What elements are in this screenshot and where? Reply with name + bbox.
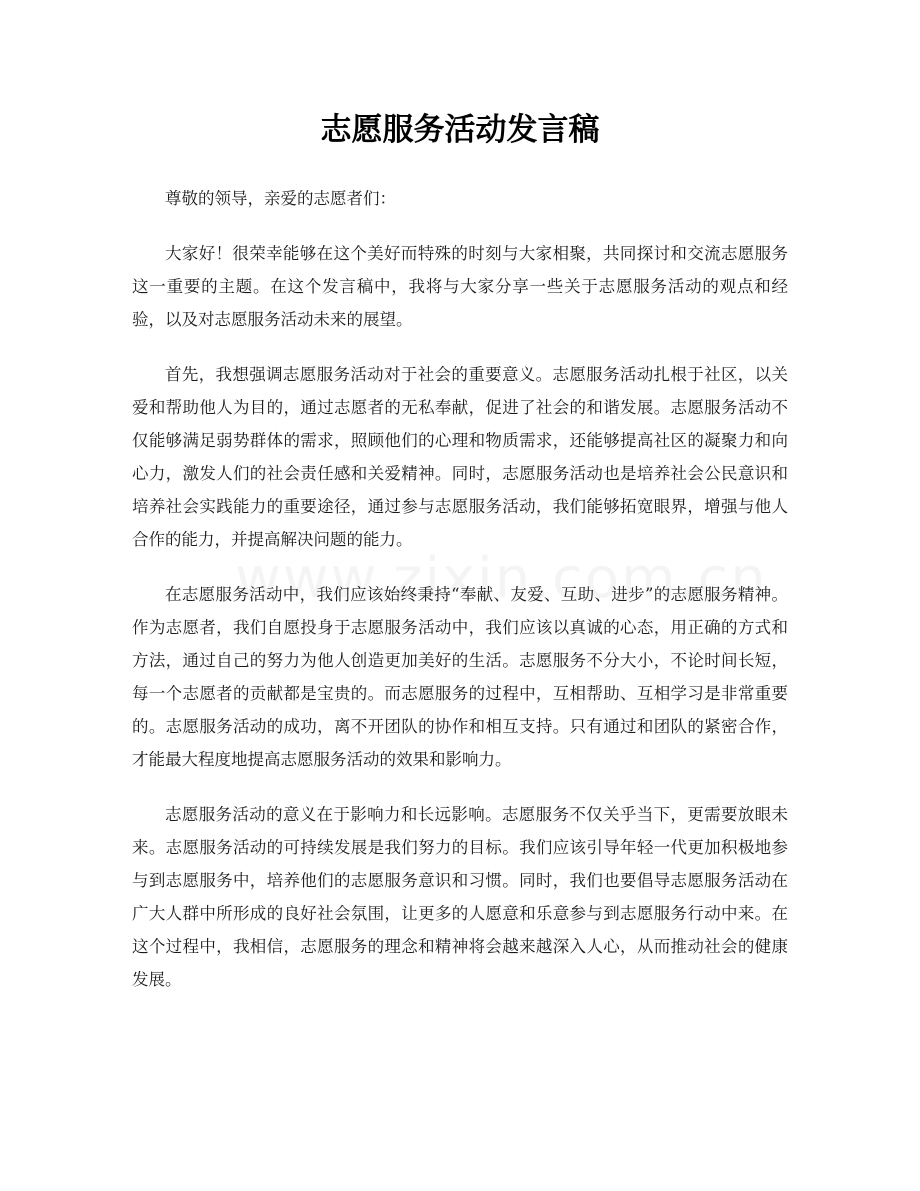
paragraph-significance: 首先，我想强调志愿服务活动对于社会的重要意义。志愿服务活动扎根于社区，以关爱和帮助他人为目的，通过志愿者的无私奉献，促进了社会的和谐发展。志愿服务活动不仅能够满足弱势群体的需求，照顾他们的心理和物质需求，还能够提高社区的凝聚力和向心力，激发人们的社会责任感和关爱精神。同时，志愿服务活动也是培养社会公民意识和培养社会实践能力的重要途径，通过参与志愿服务活动，我们能够拓宽眼界，增强与他人合作的能力，并提高解决问题的能力。 [132, 365, 788, 549]
paragraph-greeting: 大家好！很荣幸能够在这个美好而特殊的时刻与大家相聚，共同探讨和交流志愿服务这一重要的主题。在这个发言稿中，我将与大家分享一些关于志愿服务活动的观点和经验，以及对志愿服务活动未来的展望。 [132, 244, 788, 329]
paragraph-future: 志愿服务活动的意义在于影响力和长远影响。志愿服务不仅关乎当下，更需要放眼未来。志愿服务活动的可持续发展是我们努力的目标。我们应该引导年轻一代更加积极地参与到志愿服务中，培养他们的志愿服务意识和习惯。同时，我们也要倡导志愿服务活动在广大人群中所形成的良好社会氛围，让更多的人愿意和乐意参与到志愿服务行动中来。在这个过程中，我相信，志愿服务的理念和精神将会越来越深入人心，从而推动社会的健康发展。 [132, 805, 788, 989]
document-body [132, 182, 788, 1018]
document-title: 志愿服务活动发言稿 [320, 112, 600, 148]
paragraph-spirit: 在志愿服务活动中，我们应该始终秉持“奉献、友爱、互助、进步”的志愿服务精神。作为志愿者，我们自愿投身于志愿服务活动中，我们应该以真诚的心态，用正确的方式和方法，通过自己的努力为他人创造更加美好的生活。志愿服务不分大小，不论时间长短，每一个志愿者的贡献都是宝贵的。而志愿服务的过程中，互相帮助、互相学习是非常重要的。志愿服务活动的成功，离不开团队的协作和相互支持。只有通过和团队的紧密合作，才能最大程度地提高志愿服务活动的效果和影响力。 [132, 585, 788, 769]
paragraph-salutation: 尊敬的领导，亲爱的志愿者们： [165, 189, 396, 208]
